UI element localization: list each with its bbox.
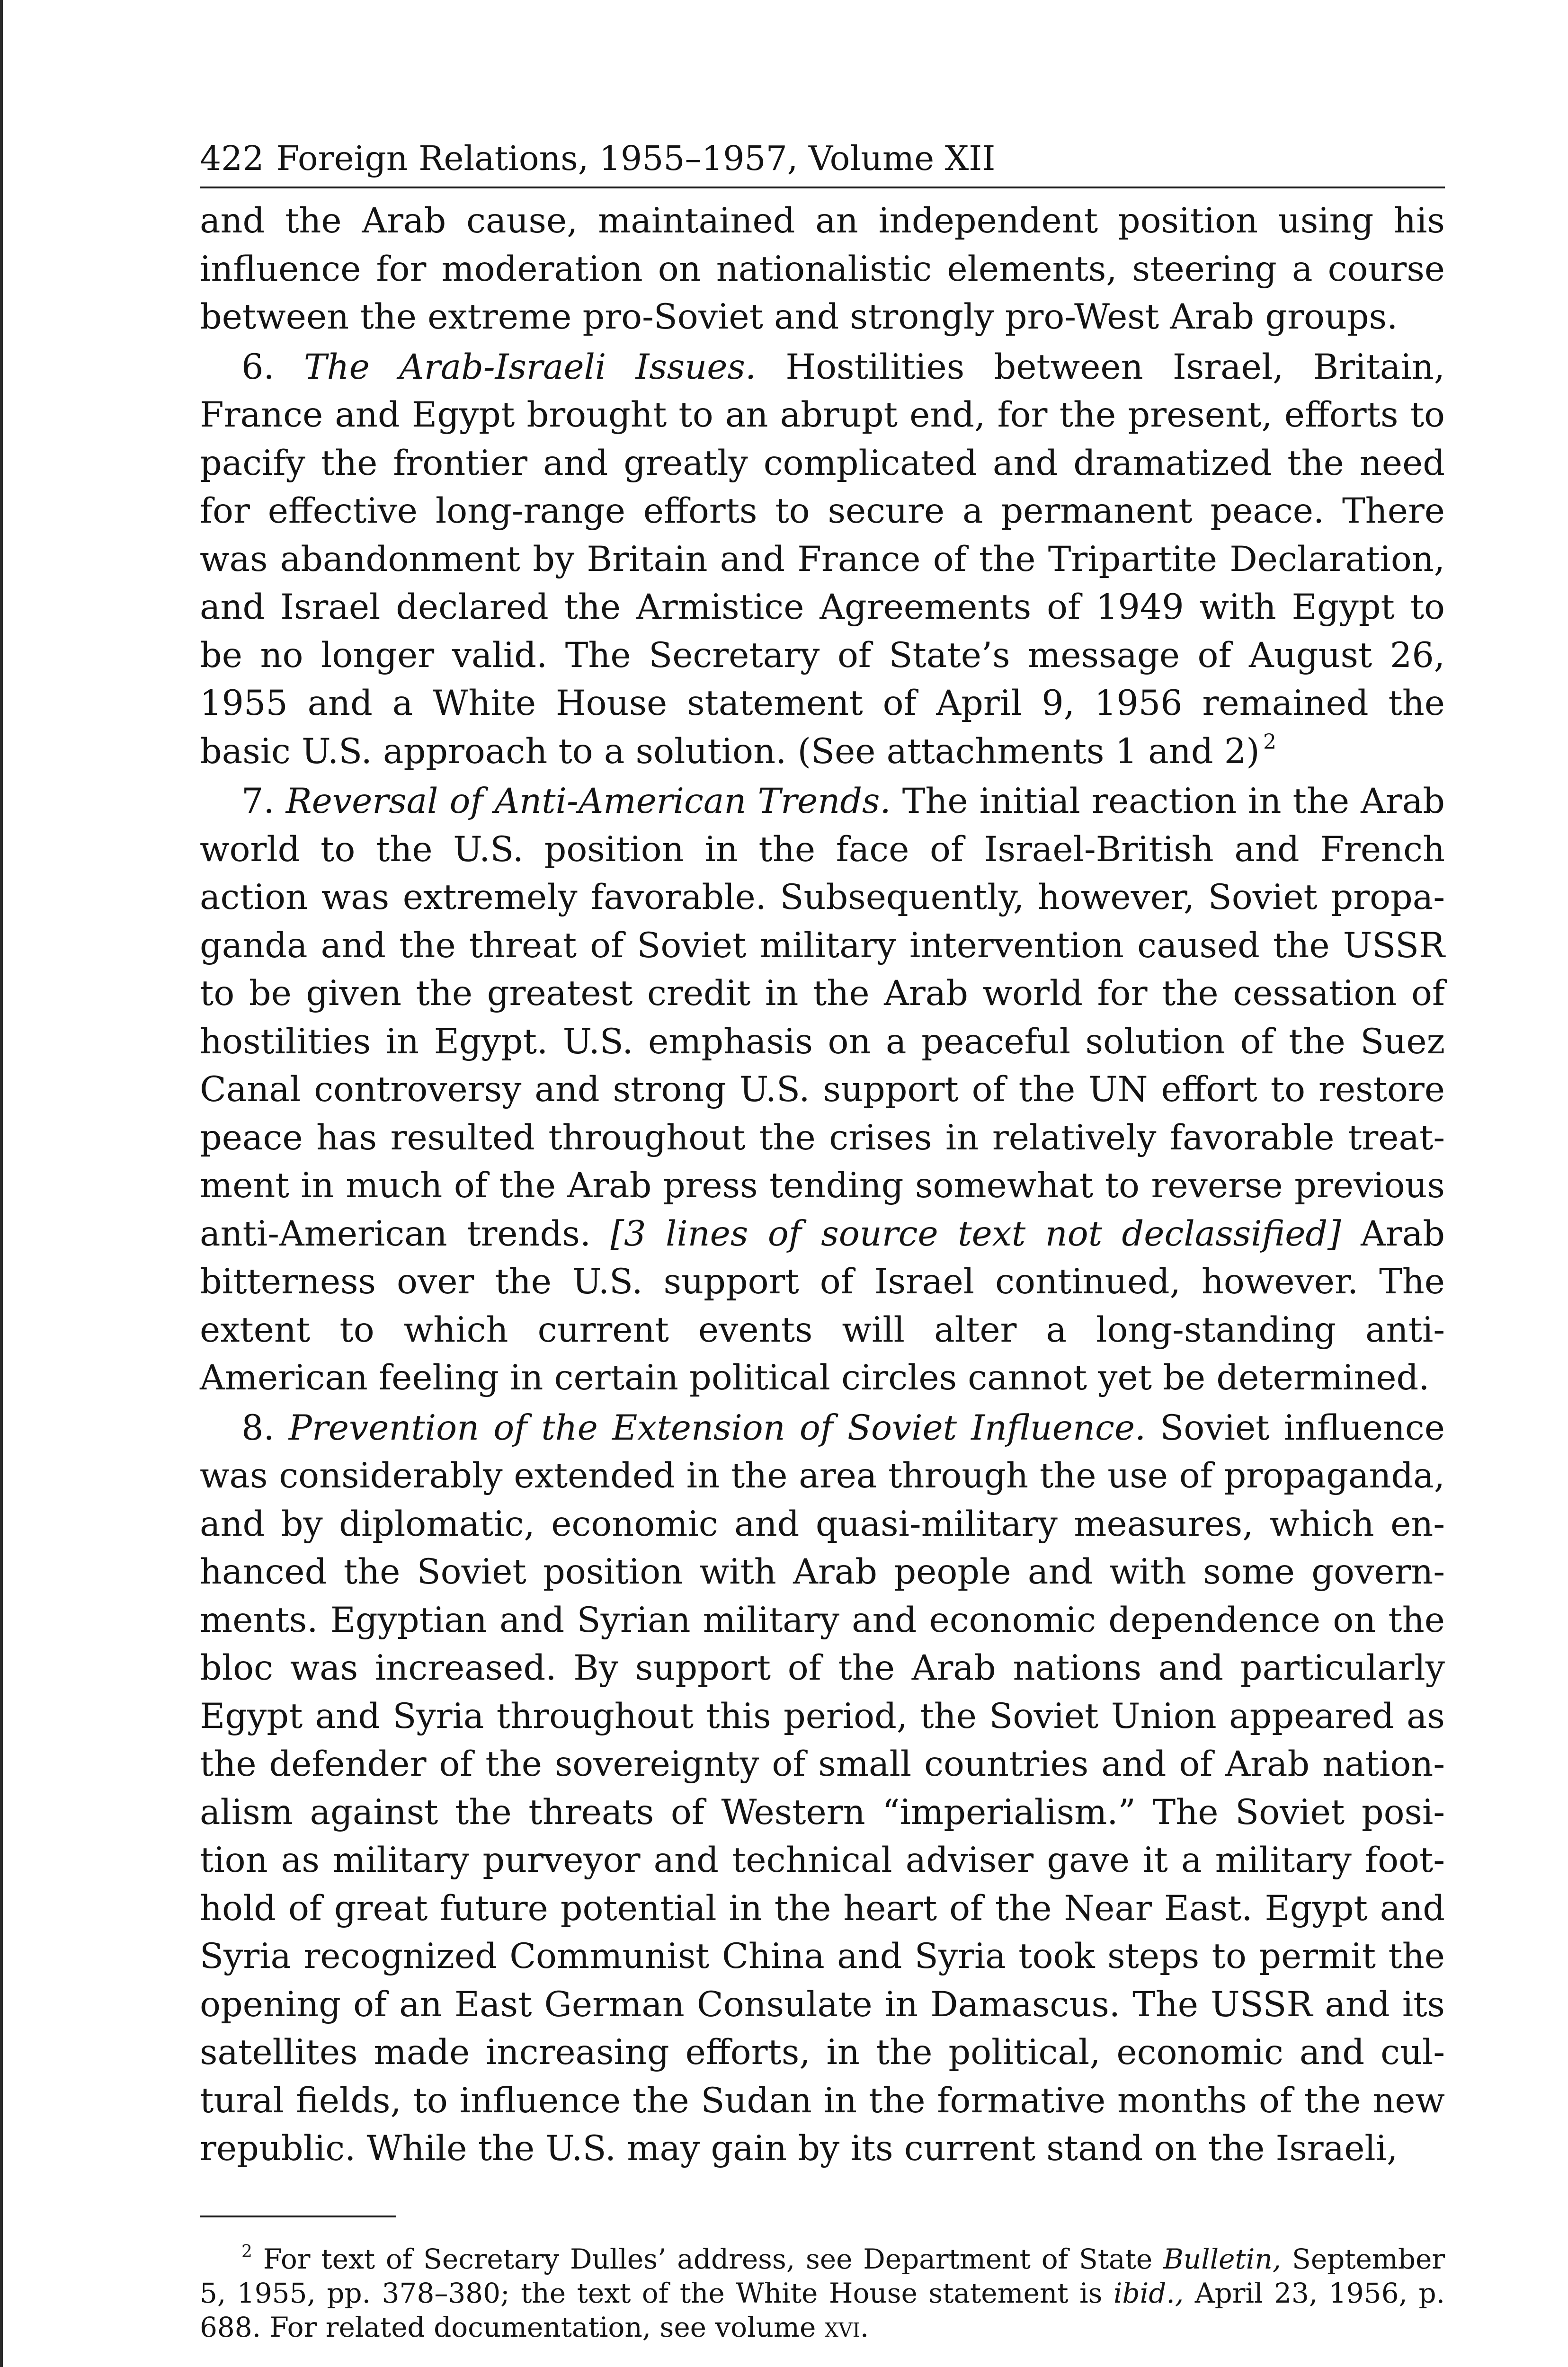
footnote-text: For text of Secretary Dulles’ address, see Department of State xyxy=(263,2242,1153,2275)
section-text: Soviet influence was considerably extended in the area through the use of propaganda, and by diplomatic, economic and quasi-military measures, which enhanced the Soviet position with Arab people and with some governments. Egyptian and Syrian military and economic dependence on the bloc was increased. By support of the Arab nations and particularly Egypt and Syria throughout this period, the Soviet Union appeared as the defender of the sovereignty of small countries and of Arab nationalism against the threats of Western “imperialism.” The Soviet position as military purveyor and technical adviser gave it a military foothold of great future potential in the heart of the Near East. Egypt and Syria recognized Communist China and Syria took steps to permit the opening of an East German Consulate in Damascus. The USSR and its satellites made increasing efforts, in the political, economic and cultural fields, to influence the Sudan in the formative months of the new republic. While the U.S. may gain by its current stand on the Israeli, xyxy=(200,1407,1445,2169)
section-6-paragraph xyxy=(200,343,1445,776)
footnote-text: September 5, 1955, pp. 378–380; the text of the White House statement is xyxy=(200,2242,1445,2309)
footnote-bulletin: Bulletin, xyxy=(1163,2242,1282,2275)
section-number: 6. xyxy=(241,347,275,387)
footnote-text: April 23, 1956, p. 688. For related documentation, see volume xyxy=(200,2277,1445,2343)
section-number: 8. xyxy=(241,1407,275,1448)
footnote xyxy=(200,2242,1445,2344)
running-header xyxy=(200,137,1445,188)
section-8-paragraph xyxy=(200,1404,1445,2173)
page-edge-shadow xyxy=(0,0,3,2367)
footnote-ibid: ibid., xyxy=(1113,2277,1184,2309)
section-title: Reversal of Anti-American Trends. xyxy=(285,781,891,821)
publication-title: Foreign Relations, 1955–1957, Volume XII xyxy=(276,139,996,178)
section-title: The Arab-Israeli Issues. xyxy=(303,347,757,387)
footnote-number: 2 xyxy=(241,2242,252,2261)
page-number: 422 xyxy=(200,139,264,178)
section-7-paragraph xyxy=(200,777,1445,1402)
footnote-reference: 2 xyxy=(1263,730,1276,754)
document-page xyxy=(200,137,1445,2344)
section-number: 7. xyxy=(241,781,275,821)
redaction-note: [3 lines of source text not declassified] xyxy=(610,1213,1341,1254)
section-title: Prevention of the Extension of Soviet Influence. xyxy=(288,1407,1146,1448)
body-text xyxy=(200,197,1445,2173)
section-text: Hostilities between Israel, Britain, France and Egypt brought to an abrupt end, for the present, efforts to pacify the frontier and greatly complicated and dramatized the need for effective long-range efforts to secure a permanent peace. There was abandonment by Britain and France of the Tripartite Declaration, and Israel declared the Armistice Agreements of 1949 with Egypt to be no longer valid. The Secretary of State’s message of August 26, 1955 and a White House statement of April 9, 1956 remained the basic U.S. approach to a solution. (See attachments 1 and 2) xyxy=(200,347,1445,772)
section-text: The initial reaction in the Arab world to the U.S. position in the face of Israel-British and French action was extremely favorable. Subsequently, however, Soviet propaganda and the threat of Soviet military intervention caused the USSR to be given the greatest credit in the Arab world for the cessation of hostilities in Egypt. U.S. emphasis on a peaceful solution of the Suez Canal controversy and strong U.S. support of the UN effort to restore peace has resulted throughout the crises in relatively favorable treatment in much of the Arab press tending somewhat to reverse previous anti-American trends. xyxy=(200,781,1445,1254)
paragraph-continuation xyxy=(200,197,1445,341)
footnote-volume: xvi. xyxy=(824,2311,869,2343)
paragraph-text: and the Arab cause, maintained an independent position using his influence for moderation on nationalistic elements, steering a course between the extreme pro-Soviet and strongly pro-West Arab groups. xyxy=(200,201,1445,337)
footnote-divider xyxy=(200,2216,396,2217)
section-text: Arab bitterness over the U.S. support of Israel continued, however. The extent to which current events will alter a long-standing anti-American feeling in certain political circles cannot yet be determined. xyxy=(200,1213,1445,1398)
